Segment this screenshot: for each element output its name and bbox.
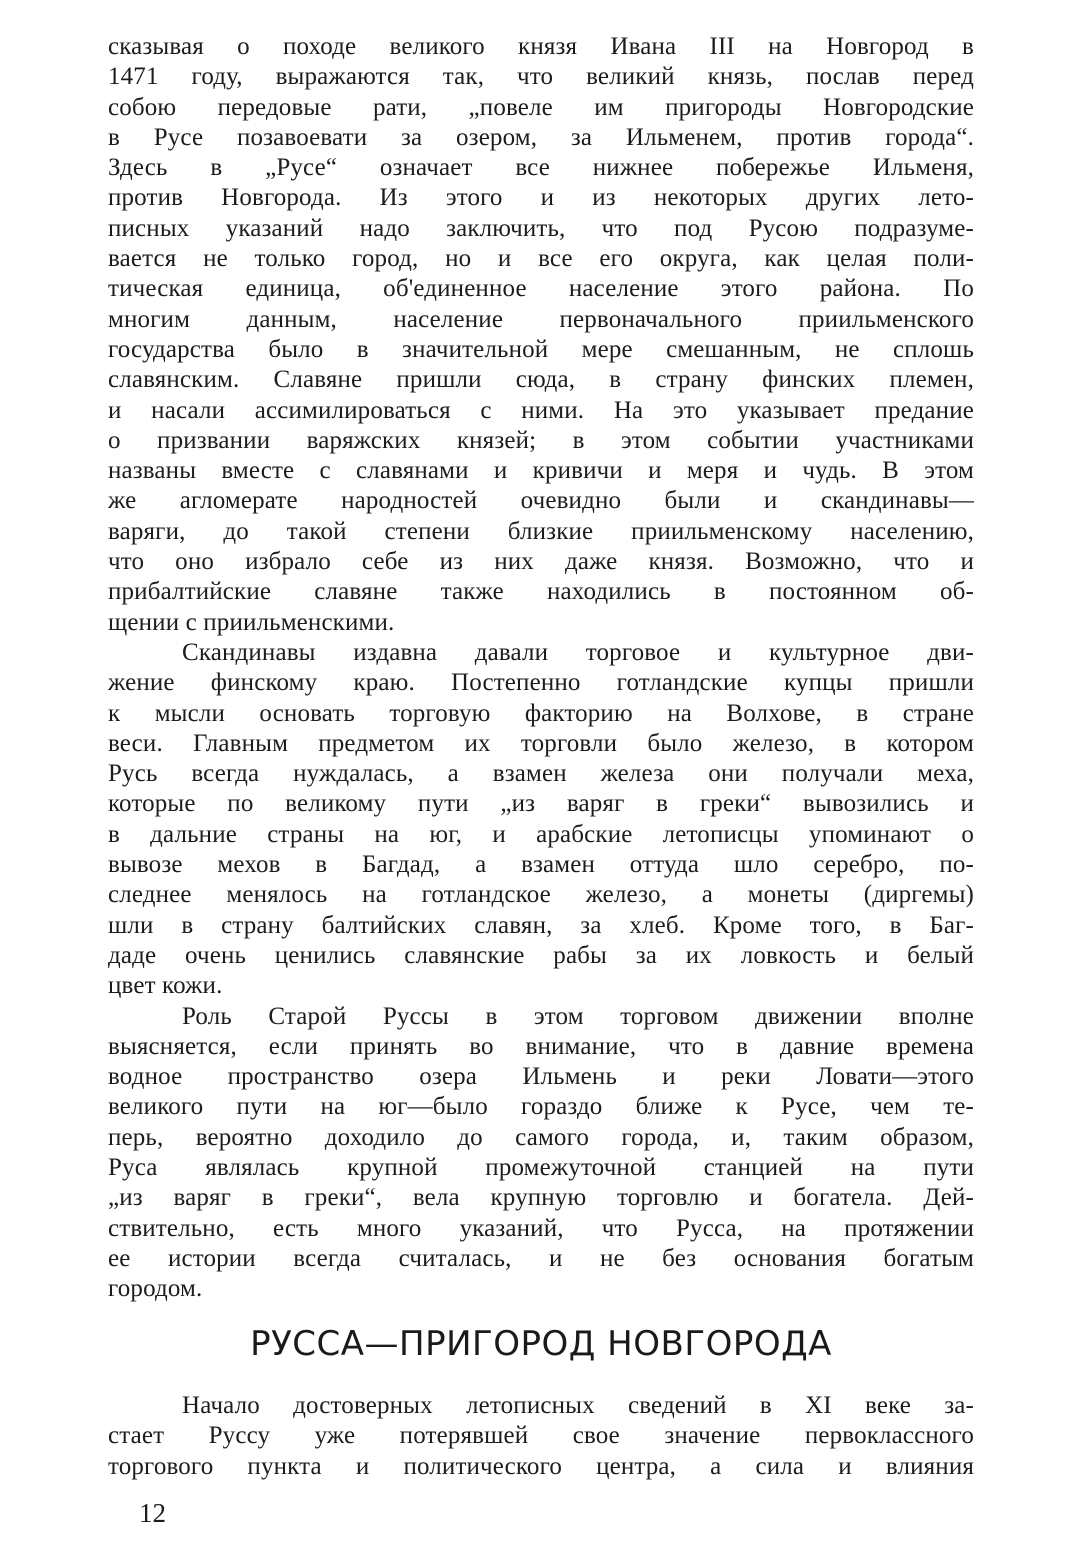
text-line: о призвании варяжских князей; в этом событии участниками [108, 426, 974, 454]
text-line: Русь всегда нуждалась, а взамен железа они получали меха, [108, 760, 974, 788]
final-paragraph [108, 1391, 974, 1482]
text-line: тическая единица, об'единенное население этого района. По [108, 275, 974, 303]
text-line: веси. Главным предметом их торговли было железо, в котором [108, 729, 974, 757]
text-line: прибалтийские славяне также находились в постоянном об- [108, 578, 974, 606]
text-line: сказывая о походе великого князя Ивана III на Новгород в [108, 33, 974, 60]
text-line: 1471 году, выражаются так, что великий князь, послав перед [108, 63, 974, 91]
text-line: варяги, до такой степени близкие приильменскому населению, [108, 517, 974, 545]
text-line: городом. [108, 1275, 203, 1303]
text-line: писных указаний надо заключить, что под Русою подразуме- [108, 214, 974, 242]
text-line: что оно избрало себе из них даже князя. Возможно, что и [108, 548, 974, 576]
text-line: вается не только город, но и все его округа, как целая поли- [108, 245, 974, 273]
text-line: государства было в значительной мере смешанным, не сплошь [108, 335, 974, 363]
text-line: которые по великому пути „из варяг в греки“ вывозились и [108, 790, 974, 818]
text-line: водное пространство озера Ильмень и реки Ловати—этого [108, 1063, 974, 1091]
text-line: „из варяг в греки“, вела крупную торговлю и богатела. Дей- [108, 1184, 974, 1212]
paragraph-start-line: Начало достоверных летописных сведений в XI веке за- [182, 1392, 974, 1419]
text-line: выясняется, если принять во внимание, что в давние времена [108, 1032, 974, 1060]
body-text [108, 32, 974, 1304]
text-line: Здесь в „Русе“ означает все нижнее побережье Ильменя, [108, 154, 974, 182]
text-line: собою передовые рати, „повеле им пригороды Новгородские [108, 93, 974, 121]
text-line: торгового пункта и политического центра, а сила и влияния [108, 1452, 974, 1480]
text-line: против Новгорода. Из этого и из некоторых других лето- [108, 184, 974, 212]
text-line: вывозе мехов в Багдад, а взамен оттуда шло серебро, по- [108, 851, 974, 879]
page-number: 12 [139, 1498, 166, 1528]
text-line: шли в страну балтийских славян, за хлеб. Кроме того, в Баг- [108, 911, 974, 939]
text-line: перь, вероятно доходило до самого города, и, таким образом, [108, 1123, 974, 1151]
text-line: стает Руссу уже потерявшей свое значение первоклассного [108, 1422, 974, 1450]
paragraph-start-line: Роль Старой Руссы в этом торговом движении вполне [182, 1002, 974, 1030]
text-line: жение финскому краю. Постепенно готландские купцы пришли [108, 669, 974, 697]
text-line: к мысли основать торговую факторию на Волхове, в стране [108, 699, 974, 727]
section-heading: РУССА—ПРИГОРОД НОВГОРОДА [250, 1324, 832, 1364]
text-line: в дальние страны на юг, и арабские летописцы упоминают о [108, 820, 974, 848]
text-line: Руса являлась крупной промежуточной станцией на пути [108, 1153, 974, 1181]
text-line: и насали ассимилироваться с ними. На это указывает предание [108, 396, 974, 424]
text-line: ствительно, есть много указаний, что Русса, на протяжении [108, 1214, 974, 1242]
text-line: даде очень ценились славянские рабы за их ловкость и белый [108, 941, 974, 969]
text-line: славянским. Славяне пришли сюда, в страну финских племен, [108, 366, 974, 394]
text-line: следнее менялось на готландское железо, а монеты (диргемы) [108, 881, 974, 909]
paragraph-start-line: Скандинавы издавна давали торговое и культурное дви- [182, 638, 974, 666]
text-line: названы вместе с славянами и кривичи и меря и чудь. В этом [108, 457, 974, 485]
text-line: многим данным, население первоначального приильменского [108, 305, 974, 333]
text-line: великого пути на юг—было гораздо ближе к Русе, чем те- [108, 1093, 974, 1121]
text-line: же агломерате народностей очевидно были и скандинавы— [108, 487, 974, 515]
text-line: щении с приильменскими. [108, 608, 395, 636]
text-line: цвет кожи. [108, 972, 223, 1000]
text-line: ее истории всегда считалась, и не без основания богатым [108, 1244, 974, 1272]
text-line: в Русе позавоевати за озером, за Ильменем, против города“. [108, 123, 974, 151]
